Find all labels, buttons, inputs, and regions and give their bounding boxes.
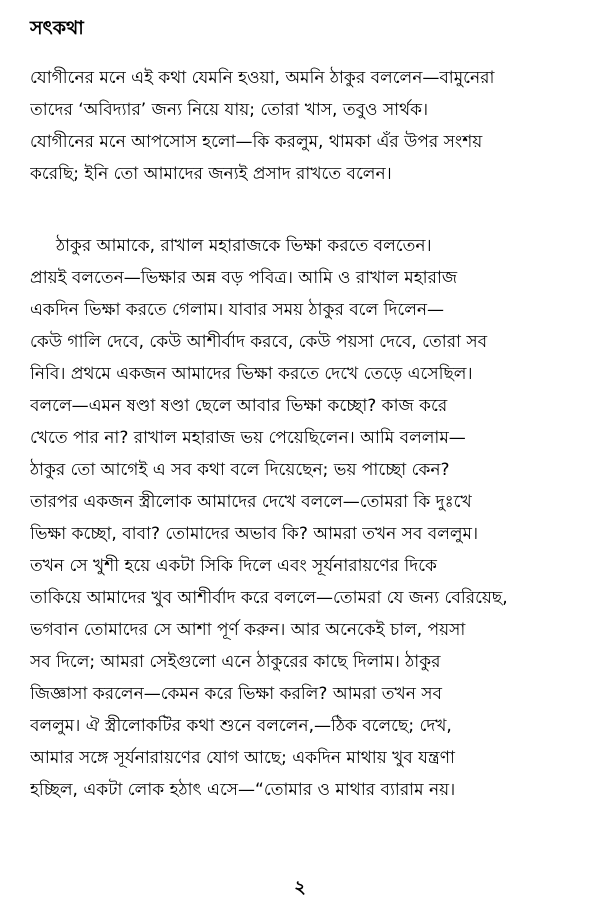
text-line: সব দিলে; আমরা সেইগুলো এনে ঠাকুরের কাছে দিলাম। ঠাকুর [30, 652, 441, 672]
text-line: তাকিয়ে আমাদের খুব আশীর্বাদ করে বললে—তোমরা যে জন্য বেরিয়েছ, [30, 588, 508, 608]
running-header: সৎকথা [30, 17, 84, 39]
text-line: একদিন ভিক্ষা করতে গেলাম। যাবার সময় ঠাকুর বলে দিলেন— [30, 300, 445, 320]
text-line: বললুম। ঐ স্ত্রীলোকটির কথা শুনে বললেন,—ঠিক বলেছে; দেখ, [30, 716, 452, 736]
text-line: খেতে পার না? রাখাল মহারাজ ভয় পেয়েছিলেন। আমি বললাম— [30, 428, 466, 448]
page-number: ২ [294, 877, 306, 898]
text-line: হচ্ছিল, একটা লোক হঠাৎ এসে—“তোমার ও মাথার ব্যারাম নয়। [30, 780, 456, 800]
text-line: যোগীনের মনে এই কথা যেমনি হওয়া, অমনি ঠাকুর বললেন—বামুনেরা [30, 68, 495, 88]
text-line: প্রায়ই বলতেন—ভিক্ষার অন্ন বড় পবিত্র। আমি ও রাখাল মহারাজ [30, 268, 458, 288]
text-line: তারপর একজন স্ত্রীলোক আমাদের দেখে বললে—তোমরা কি দুঃখে [30, 492, 472, 512]
paragraph-1 [30, 62, 578, 190]
text-line: ঠাকুর আমাকে, রাখাল মহারাজকে ভিক্ষা করতে বলতেন। [56, 236, 432, 256]
text-line: কেউ গালি দেবে, কেউ আশীর্বাদ করবে, কেউ পয়সা দেবে, তোরা সব [30, 332, 488, 352]
text-line: বললে—এমন ষণ্ডা ষণ্ডা ছেলে আবার ভিক্ষা কচ্ছো? কাজ করে [30, 396, 448, 416]
text-line: ভগবান তোমাদের সে আশা পূর্ণ করুন। আর অনেকেই চাল, পয়সা [30, 620, 466, 640]
text-line: তখন সে খুশী হয়ে একটা সিকি দিলে এবং সূর্যনারায়ণের দিকে [30, 556, 437, 576]
text-line: আমার সঙ্গে সূর্যনারায়ণের যোগ আছে; একদিন মাথায় খুব যন্ত্রণা [30, 748, 455, 768]
text-line: যোগীনের মনে আপসোস হলো—কি করলুম, থামকা এঁর উপর সংশয় [30, 132, 483, 152]
text-line: নিবি। প্রথমে একজন আমাদের ভিক্ষা করতে দেখে তেড়ে এসেছিল। [30, 364, 473, 384]
text-line: করেছি; ইনি তো আমাদের জন্যই প্রসাদ রাখতে বলেন। [30, 164, 392, 184]
text-line: তাদের ‘অবিদ্যার’ জন্য নিয়ে যায়; তোরা খাস, তবুও সার্থক। [30, 100, 429, 120]
text-line: ঠাকুর তো আগেই এ সব কথা বলে দিয়েছেন; ভয় পাচ্ছো কেন? [30, 460, 450, 480]
text-line: জিজ্ঞাসা করলেন—কেমন করে ভিক্ষা করলি? আমরা তখন সব [30, 684, 442, 704]
paragraph-2 [30, 230, 578, 806]
text-line: ভিক্ষা কচ্ছো, বাবা? তোমাদের অভাব কি? আমরা তখন সব বললুম। [30, 524, 479, 544]
